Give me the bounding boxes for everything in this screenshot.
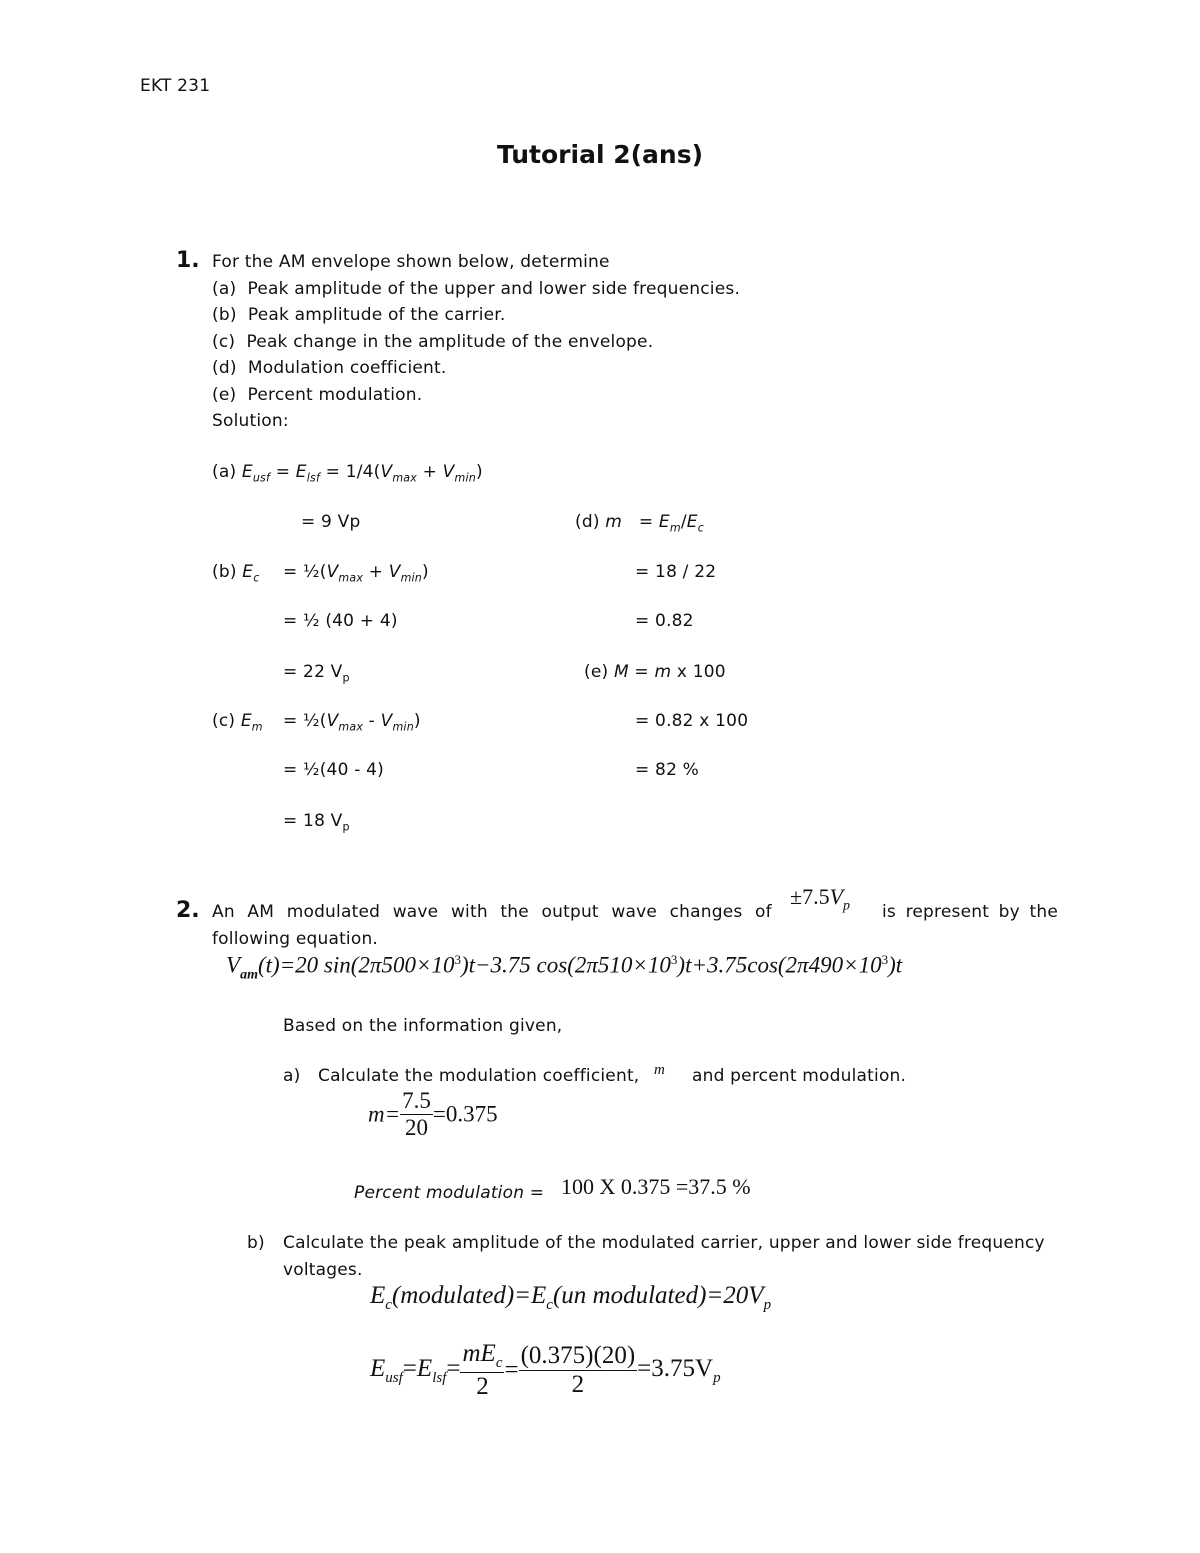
page-title: Tutorial 2(ans) (496, 140, 704, 169)
q2a-text-post: and percent modulation. (692, 1066, 907, 1086)
course-code: EKT 231 (140, 76, 211, 96)
sol-b-line1: = $\frac{1}{2}(V_{max} + V_{min})$ (283, 562, 429, 585)
q2b-eq2: $E_{usf}=E_{lsf}=$ $\frac{mE_c}{2}$ = $\frac{(0.375)(20)}{2}$ $=3.75V_p$ (370, 1340, 721, 1400)
q2a-percent-label: Percent modulation = (354, 1183, 545, 1203)
q1-part-a: (a) Peak amplitude of the upper and lower side frequencies. (212, 279, 741, 299)
sol-a-result: = 9 Vp (301, 512, 361, 532)
q2-number: 2. (176, 898, 200, 923)
q2b-text2: voltages. (283, 1260, 363, 1280)
q2b-fraction-1: $\frac{mE_c}{2}$ (462, 1340, 503, 1400)
q2-based: Based on the information given, (283, 1016, 563, 1036)
q2a-percent-value: 100 X 0.375 =37.5 % (561, 1174, 751, 1199)
sol-c-step3: = 18 $V_p$ (283, 811, 350, 834)
q2a-label: a) (283, 1066, 301, 1086)
q1-number: 1. (176, 248, 200, 273)
solution-label: Solution: (212, 411, 289, 431)
q1-prompt: For the AM envelope shown below, determine (212, 252, 610, 272)
q2-prompt-post: is represent by the (882, 902, 1059, 922)
sol-d-step3: = 0.82 (635, 611, 694, 631)
q2b-label: b) (247, 1233, 265, 1253)
q2b-fraction-2: $\frac{(0.375)(20)}{2}$ (520, 1342, 636, 1398)
q1-part-d: (d) Modulation coefficient. (212, 358, 447, 378)
sol-c-step2: = ½(40 - 4) (283, 760, 384, 780)
sol-a-line1: (a) $E_{usf} = E_{lsf} = 1/4(V_{max} + V_{min})$ (212, 462, 483, 485)
q1-part-e: (e) Percent modulation. (212, 385, 423, 405)
sol-c-label: (c) $E_m$ (212, 711, 263, 734)
sol-b-label: (b) $E_c$ (212, 562, 260, 585)
q2a-m-equation: m= $\frac{7.5}{20}$ =0.375 (368, 1088, 498, 1140)
q2a-text-pre: Calculate the modulation coefficient, (318, 1066, 640, 1086)
q2-prompt-line2: following equation. (212, 929, 379, 949)
sol-c-line1: = $\frac{1}{2}(V_{max} - V_{min})$ (283, 711, 421, 734)
q1-part-b: (b) Peak amplitude of the carrier. (212, 305, 506, 325)
sol-e-line1: (e) M = m x 100 (584, 662, 726, 682)
q2b-eq1: $E_c(modulated)=E_c(un$ $modulated)=20V_p$ (370, 1282, 772, 1313)
q2-prompt-value: $\pm 7.5V_p$ (790, 884, 851, 914)
q2-equation: $V_{am}(t)=20$ $\sin(2\pi 500\times 10^3)t-3.75$ $\cos(2\pi 510\times 10^3)t+3.75\cos(2\pi 490\times 10^3)t$ (226, 952, 903, 983)
sol-e-step3: = 82 % (635, 760, 700, 780)
sol-d-line1: (d) m = $E_m/E_c$ (575, 512, 704, 535)
q2-prompt-pre: An AM modulated wave with the output wave changes of (212, 902, 772, 922)
sol-b-step3: = 22 $V_p$ (283, 662, 350, 685)
q2a-m-symbol: m (654, 1062, 665, 1078)
sol-b-step2: = ½ (40 + 4) (283, 611, 398, 631)
q2a-fraction: $\frac{7.5}{20}$ (402, 1088, 431, 1140)
sol-e-step2: = 0.82 x 100 (635, 711, 749, 731)
sol-d-step2: = 18 / 22 (635, 562, 717, 582)
q2b-text: Calculate the peak amplitude of the modulated carrier, upper and lower side frequency (283, 1233, 1045, 1253)
q1-part-c: (c) Peak change in the amplitude of the envelope. (212, 332, 654, 352)
